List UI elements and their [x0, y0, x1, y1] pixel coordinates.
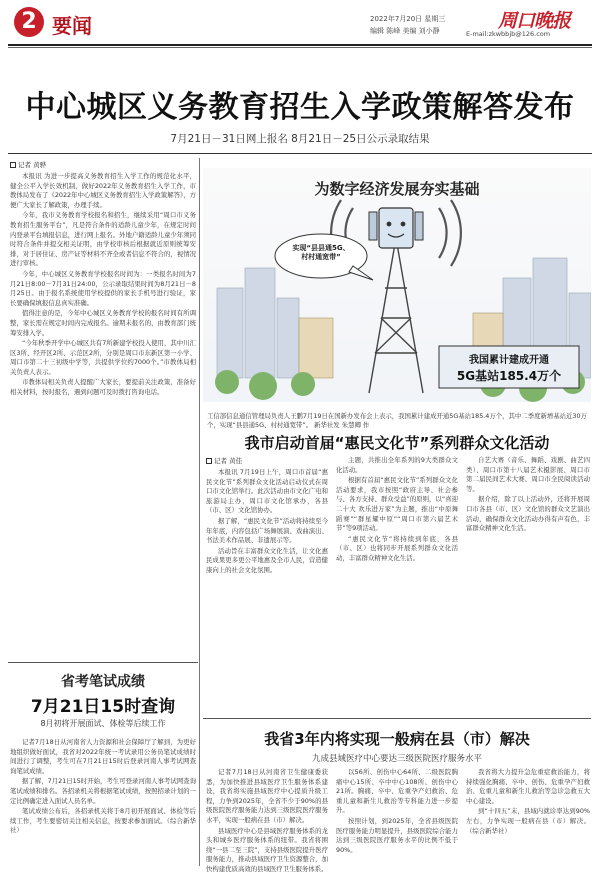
issue-date: 2022年7月20日 星期三 [370, 15, 446, 23]
article4-col2 [336, 768, 458, 888]
article4-subtitle: 九成县域医疗中心要达三级医院医疗服务水平 [311, 754, 482, 764]
article4-col3 [466, 768, 590, 888]
article4-paragraph: 到“十四五”末，县域内就诊率达到90%左右，力争实现一般病在县（市）解决。（综合新华社） [466, 807, 590, 835]
exam-divider [8, 662, 198, 663]
newspaper-logo: 周口晚报 [498, 10, 571, 32]
header-divider [8, 44, 592, 46]
article4-paragraph: 以56所、创伤中心64所、二级医院胸痛中心15所、卒中中心108所、创伤中心21所。胸痛、卒中、危重孕产妇救治、危重儿童和新生儿救治等专科能力进一步提升。 [336, 768, 458, 815]
article1-paragraph: 市教体局相关负责人提醒广大家长，要提前关注政策，准备好相关材料，按时报名，遇到问题可及时拨打咨询电话。 [10, 378, 196, 397]
article2-paragraph: 本报讯 7月19日上午，周口市首届“惠民文化节”系列群众文化活动启动仪式在周口市文化馆举行。此次活动由市文化广电和旅游局主办，周口市文化馆承办，各县（市、区）文化馆协办。 [206, 468, 328, 515]
illustration-5g [203, 168, 591, 402]
exam-body [10, 738, 196, 888]
article2-paragraph: “惠民文化节”将持续到年底，各县（市、区）也将同步开展系列群众文化活动，丰富群众精神文化生活。 [336, 534, 458, 562]
article1-paragraph: 值得注意的是，今年中心城区义务教育学校的报名时间有所调整，家长需在规定时间内完成报名。逾期未报名的，由教育部门统筹安排入学。 [10, 309, 196, 337]
article4-paragraph: 按照计划，到2025年，全省县级医院医疗服务能力明显提升，县级医院综合能力达到三级医院医疗服务水平的比例不低于90%。 [336, 816, 458, 854]
article2-paragraph: 主题，共推出全年系列的9大类群众文化活动。 [336, 456, 458, 474]
article2-paragraph: 活动旨在丰富群众文化生活，让文化惠民成果更多更公平地惠及全市人民，营造健康向上的社会文化氛围。 [206, 546, 328, 574]
article4-paragraph: 我省将大力提升急危重症救治能力，将持续强化胸痛、卒中、创伤、危重孕产妇救治、危重儿童和新生儿救治等急诊急救五大中心建设。 [466, 768, 590, 805]
article1-byline: 记者 黄骅 [10, 160, 46, 169]
column-divider [199, 158, 200, 866]
article1-paragraph: 今年，中心城区义务教育学校报名时间为：一类报名时间为7月21日8:00－7月31日24:00，公示录取结果时间为8月21日－8月25日。由于报名系统使用学校提供的家长手机号进行验证，家长要确保填报信息真实准确。 [10, 269, 196, 307]
article4-divider [203, 718, 591, 719]
illustration-title: 为数字经济发展夯实基础 [314, 180, 480, 198]
article1-paragraph: “今年秋季开学中心城区共有7所新建学校投入使用，其中川汇区3所、经开区2所、示范区2所，分别是周口市东新区第一小学、周口市第二十三初级中学等，共提供学位约7000个。”市教体局相关负责人表示。 [10, 339, 196, 376]
headline-divider [8, 153, 592, 154]
contact-email: E-mail:zkwbbjb@126.com [466, 30, 551, 38]
exam-paragraph: 记者7月18日从河南省人力资源和社会保障厅了解到，为更好地组织做好面试，我省对2022年统一考试录用公务员笔试成绩时间进行了调整，考生可在7月21日15时后登录河南人事考试网查询笔试成绩。 [10, 738, 196, 775]
exam-title-line1: 省考笔试成绩 [61, 674, 145, 690]
section-title: 要闻 [52, 14, 92, 38]
illustration-bubble-text: 实现“县县通5G、村村通宽带” [292, 244, 350, 261]
illustration-banner-line2: 5G基站185.4万个 [456, 369, 562, 383]
main-headline: 中心城区义务教育招生入学政策解答发布 [25, 90, 575, 125]
exam-subtitle: 8月初将开展面试、体检等后续工作 [40, 719, 166, 728]
article4-title: 我省3年内将实现一般病在县（市）解决 [264, 730, 530, 748]
article2-col1 [206, 468, 328, 708]
illustration-banner-line1: 我国累计建成开通 [469, 355, 549, 366]
article2-title: 我市启动首届“惠民文化节”系列群众文化活动 [244, 434, 550, 452]
exam-paragraph: 笔试成绩公布后，各招录机关将于8月初开展面试、体检等后续工作，考生要密切关注相关信息，按要求参加面试。（综合新华社） [10, 807, 196, 835]
article2-paragraph: 据介绍，除了以上活动外，还将开展周口市各县（市、区）文化馆的群众文艺演出活动，确保群众文化活动办得有声有色，丰富群众精神文化生活。 [466, 495, 590, 533]
article4-paragraph: 县域医疗中心是县域医疗服务体系的龙头和城乡医疗服务体系的纽带。我省将围绕“一县二至三院”，支持县级医院提升医疗服务能力，推动县域医疗卫生资源整合，加快构建优质高效的县域医疗卫生服务体系。 [206, 826, 328, 873]
article2-paragraph: 根据有首届“惠民文化节”系列群众文化活动要求，我市按照“政府主导、社会参与、各方支持、群众受益”的原则，以“喜迎二十大 欢乐进万家”为主题，推出“中原舞蹈赛”“群星耀中原”“周口市第六届艺术节”等9项活动。 [336, 476, 458, 533]
header-divider-thin [8, 47, 592, 48]
main-subheadline: 7月21日－31日网上报名 8月21日－25日公示录取结果 [170, 133, 430, 145]
illustration-caption: 工信部信息通信管理局负责人王鹏7月19日在国新办发布会上表示，我国累计建成开通5G基站185.4万个，其中二季度新增基站近30万个，实现“县县通5G、村村通宽带”。 新华社发 朱慧卿 作 [207, 412, 587, 429]
article4-paragraph: 记者7月18日从河南省卫生健康委获悉，为加快推进县域医疗卫生服务体系建设，我省将实施县域医疗中心提质升级工程，力争到2025年，全省不少于90%的县级医院医疗服务能力达到三级医院医疗服务水平，实现一般病在县（市）解决。 [206, 768, 328, 824]
article4-col1 [206, 768, 328, 888]
article2-paragraph: 自艺大赛（音乐、舞蹈、戏剧、曲艺四类）、周口市第十八届艺术摄影展、周口市第二届民间艺术大赛、周口市全民阅读活动等。 [466, 456, 590, 493]
exam-title-line2: 7月21日15时查询 [30, 697, 176, 717]
article1-body [10, 172, 196, 644]
article1-paragraph: 本报讯 为进一步提高义务教育招生入学工作的规范化水平，健全公平入学长效机制，做好2022年义务教育招生入学工作，市教体局发布了《2022年中心城区义务教育招生入学政策解答》，方便广大家长了解政策，办理手续。 [10, 172, 196, 209]
article1-paragraph: 今年，我市义务教育学校报名和招生，继续采用“周口市义务教育招生服务平台”，凡是符合条件的适龄儿童少年，在规定时间内登录平台填报信息，进行网上报名。外地户籍适龄儿童少年须同时符合条件并提交相关证明，由学校审核后根据就近原则统筹安排，对于居住证、房产证等材料不齐全或者信息不符合的，视情况进行审核。 [10, 211, 196, 268]
article2-col3 [466, 456, 590, 708]
editor-credits: 编辑 陈峰 美编 刘小静 [370, 27, 440, 35]
article2-col2 [336, 456, 458, 708]
article2-byline: 记者 黄佳 [206, 456, 242, 465]
page-number: 2 [14, 7, 44, 37]
exam-paragraph: 据了解，7月21日15时开始，考生可登录河南人事考试网查询笔试成绩和排名。各招录机关将根据笔试成绩，按照招录计划的一定比例确定进入面试人员名单。 [10, 777, 196, 805]
article2-paragraph: 据了解，“惠民文化节”活动将持续至今年年底，内容包括广场舞展演、戏曲演出、书法美术作品展、非遗展示等。 [206, 516, 328, 545]
